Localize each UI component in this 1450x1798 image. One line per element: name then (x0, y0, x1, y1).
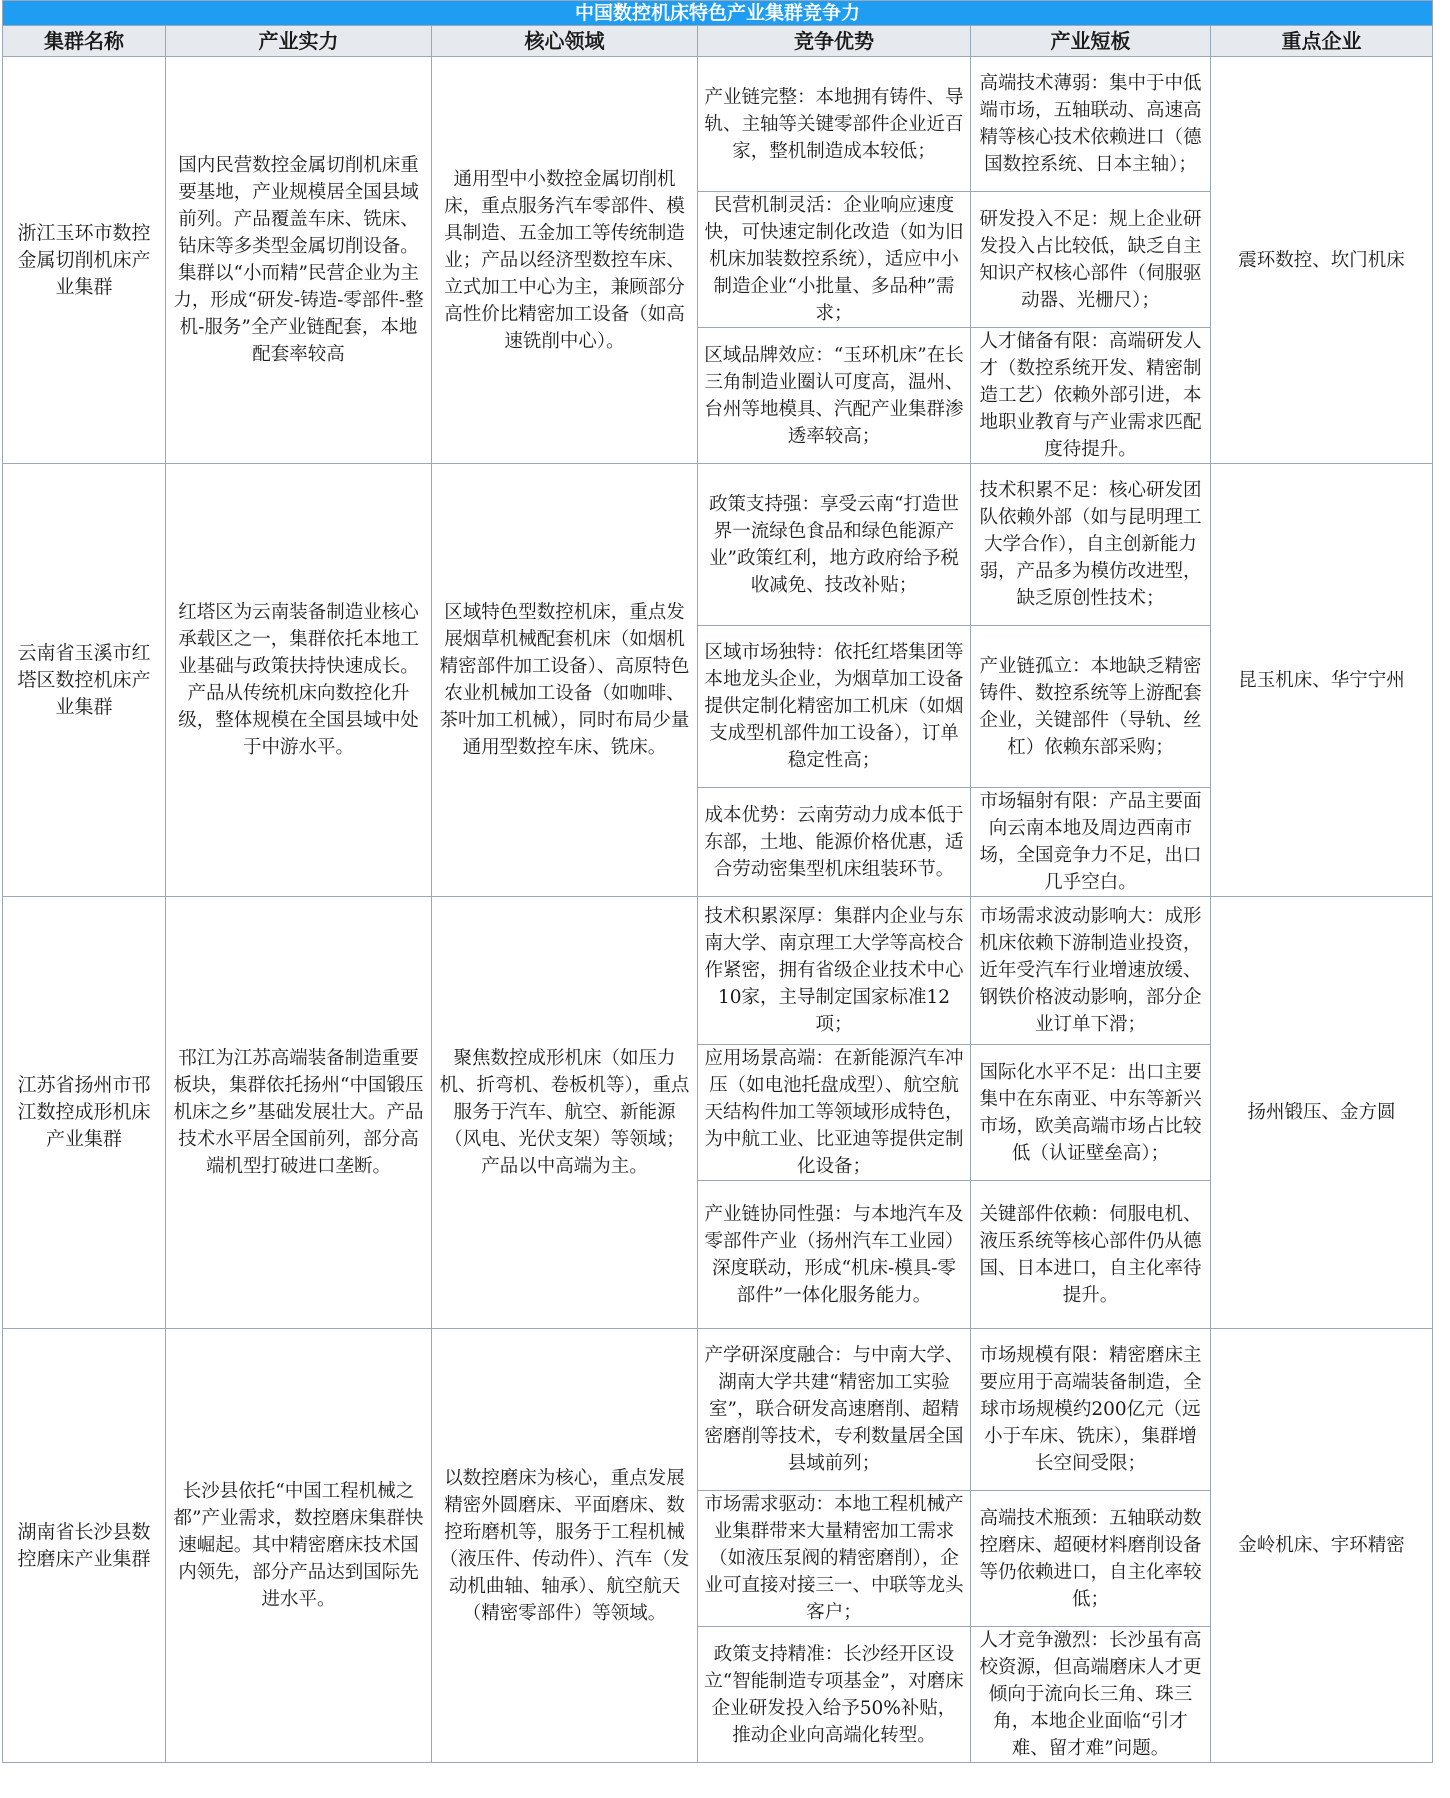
cluster-core: 通用型中小数控金属切削机床，重点服务汽车零部件、模具制造、五金加工等传统制造业；产品以经济型数控车床、立式加工中心为主，兼顾部分高性价比精密加工设备（如高速铣削中心）。 (432, 57, 698, 464)
header-cell: 集群名称 (3, 26, 166, 57)
advantage-cell: 区域品牌效应：“玉环机床”在长三角制造业圈认可度高，温州、台州等地模具、汽配产业集群渗透率较高； (698, 328, 971, 464)
cluster-name: 云南省玉溪市红塔区数控机床产业集群 (3, 464, 166, 897)
header-cell: 产业实力 (166, 26, 432, 57)
weakness-cell: 技术积累不足：核心研发团队依赖外部（如与昆明理工大学合作），自主创新能力弱，产品多为模仿改进型，缺乏原创性技术； (971, 464, 1211, 626)
advantage-cell: 区域市场独特：依托红塔集团等本地龙头企业，为烟草加工设备提供定制化精密加工机床（如烟支成型机部件加工设备），订单稳定性高； (698, 626, 971, 788)
key-companies: 昆玉机床、华宁宁州 (1211, 464, 1433, 897)
advantage-cell: 产学研深度融合：与中南大学、湖南大学共建“精密加工实验室”，联合研发高速磨削、超精密磨削等技术，专利数量居全国县域前列； (698, 1329, 971, 1491)
weakness-cell: 国际化水平不足：出口主要集中在东南亚、中东等新兴市场，欧美高端市场占比较低（认证壁垒高）； (971, 1045, 1211, 1181)
cluster-name: 江苏省扬州市邗江数控成形机床产业集群 (3, 897, 166, 1329)
weakness-cell: 市场辐射有限：产品主要面向云南本地及周边西南市场，全国竞争力不足，出口几乎空白。 (971, 788, 1211, 897)
weakness-cell: 人才储备有限：高端研发人才（数控系统开发、精密制造工艺）依赖外部引进，本地职业教育与产业需求匹配度待提升。 (971, 328, 1211, 464)
advantage-cell: 成本优势：云南劳动力成本低于东部，土地、能源价格优惠，适合劳动密集型机床组装环节。 (698, 788, 971, 897)
cluster-strength: 邗江为江苏高端装备制造重要板块，集群依托扬州“中国锻压机床之乡”基础发展壮大。产品技术水平居全国前列，部分高端机型打破进口垄断。 (166, 897, 432, 1329)
table-row (3, 464, 1433, 626)
header-cell: 核心领域 (432, 26, 698, 57)
header-cell: 竞争优势 (698, 26, 971, 57)
cluster-core: 以数控磨床为核心，重点发展精密外圆磨床、平面磨床、数控珩磨机等，服务于工程机械（液压件、传动件）、汽车（发动机曲轴、轴承）、航空航天（精密零部件）等领域。 (432, 1329, 698, 1763)
key-companies: 金岭机床、宇环精密 (1211, 1329, 1433, 1763)
weakness-cell: 关键部件依赖：伺服电机、液压系统等核心部件仍从德国、日本进口，自主化率待提升。 (971, 1181, 1211, 1329)
weakness-cell: 高端技术薄弱：集中于中低端市场，五轴联动、高速高精等核心技术依赖进口（德国数控系统、日本主轴）； (971, 57, 1211, 192)
header-cell: 重点企业 (1211, 26, 1433, 57)
advantage-cell: 产业链协同性强：与本地汽车及零部件产业（扬州汽车工业园）深度联动，形成“机床-模具-零部件”一体化服务能力。 (698, 1181, 971, 1329)
weakness-cell: 人才竞争激烈：长沙虽有高校资源，但高端磨床人才更倾向于流向长三角、珠三角，本地企业面临“引才难、留才难”问题。 (971, 1627, 1211, 1763)
key-companies: 扬州锻压、金方圆 (1211, 897, 1433, 1329)
cluster-name: 湖南省长沙县数控磨床产业集群 (3, 1329, 166, 1763)
table-row (3, 1329, 1433, 1491)
weakness-cell: 市场需求波动影响大：成形机床依赖下游制造业投资，近年受汽车行业增速放缓、钢铁价格波动影响，部分企业订单下滑； (971, 897, 1211, 1045)
advantage-cell: 民营机制灵活：企业响应速度快，可快速定制化改造（如为旧机床加装数控系统），适应中小制造企业“小批量、多品种”需求； (698, 192, 971, 328)
weakness-cell: 产业链孤立：本地缺乏精密铸件、数控系统等上游配套企业，关键部件（导轨、丝杠）依赖东部采购； (971, 626, 1211, 788)
cluster-core: 聚焦数控成形机床（如压力机、折弯机、卷板机等），重点服务于汽车、航空、新能源（风电、光伏支架）等领域；产品以中高端为主。 (432, 897, 698, 1329)
header-row (3, 26, 1433, 57)
table-row (3, 57, 1433, 192)
cluster-strength: 红塔区为云南装备制造业核心承载区之一，集群依托本地工业基础与政策扶持快速成长。产品从传统机床向数控化升级，整体规模在全国县域中处于中游水平。 (166, 464, 432, 897)
cluster-core: 区域特色型数控机床，重点发展烟草机械配套机床（如烟机精密部件加工设备）、高原特色农业机械加工设备（如咖啡、茶叶加工机械），同时布局少量通用型数控车床、铣床。 (432, 464, 698, 897)
table-title: 中国数控机床特色产业集群竞争力 (3, 1, 1433, 26)
weakness-cell: 高端技术瓶颈：五轴联动数控磨床、超硬材料磨削设备等仍依赖进口，自主化率较低； (971, 1491, 1211, 1627)
advantage-cell: 产业链完整：本地拥有铸件、导轨、主轴等关键零部件企业近百家，整机制造成本较低； (698, 57, 971, 192)
header-cell: 产业短板 (971, 26, 1211, 57)
advantage-cell: 政策支持强：享受云南“打造世界一流绿色食品和绿色能源产业”政策红利，地方政府给予税收减免、技改补贴； (698, 464, 971, 626)
advantage-cell: 市场需求驱动：本地工程机械产业集群带来大量精密加工需求（如液压泵阀的精密磨削），企业可直接对接三一、中联等龙头客户； (698, 1491, 971, 1627)
weakness-cell: 市场规模有限：精密磨床主要应用于高端装备制造，全球市场规模约200亿元（远小于车床、铣床），集群增长空间受限； (971, 1329, 1211, 1491)
advantage-cell: 技术积累深厚：集群内企业与东南大学、南京理工大学等高校合作紧密，拥有省级企业技术中心10家，主导制定国家标准12项； (698, 897, 971, 1045)
key-companies: 震环数控、坎门机床 (1211, 57, 1433, 464)
advantage-cell: 应用场景高端：在新能源汽车冲压（如电池托盘成型）、航空航天结构件加工等领域形成特色，为中航工业、比亚迪等提供定制化设备； (698, 1045, 971, 1181)
advantage-cell: 政策支持精准：长沙经开区设立“智能制造专项基金”，对磨床企业研发投入给予50%补贴，推动企业向高端化转型。 (698, 1627, 971, 1763)
cluster-name: 浙江玉环市数控金属切削机床产业集群 (3, 57, 166, 464)
weakness-cell: 研发投入不足：规上企业研发投入占比较低，缺乏自主知识产权核心部件（伺服驱动器、光栅尺）； (971, 192, 1211, 328)
table-container (2, 0, 1432, 1763)
cluster-strength: 国内民营数控金属切削机床重要基地，产业规模居全国县域前列。产品覆盖车床、铣床、钻床等多类型金属切削设备。集群以“小而精”民营企业为主力，形成“研发-铸造-零部件-整机-服务”全产业链配套，本地配套率较高 (166, 57, 432, 464)
title-row (3, 1, 1433, 26)
table-row (3, 897, 1433, 1045)
cluster-table (2, 0, 1433, 1763)
cluster-strength: 长沙县依托“中国工程机械之都”产业需求，数控磨床集群快速崛起。其中精密磨床技术国内领先，部分产品达到国际先进水平。 (166, 1329, 432, 1763)
